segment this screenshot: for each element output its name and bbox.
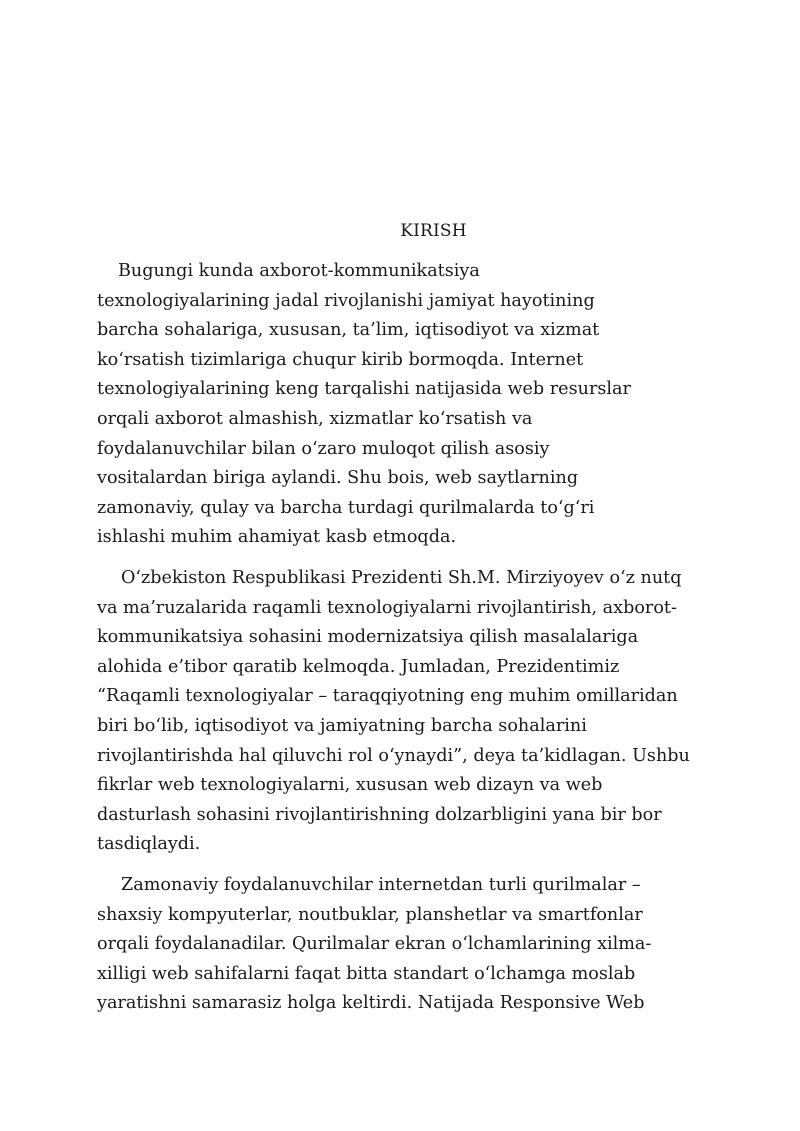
- paragraph-line: dasturlash sohasini rivojlantirishning dolzarbligini yana bir bor: [97, 804, 662, 825]
- paragraph-line: fikrlar web texnologiyalarni, xususan web dizayn va web: [97, 775, 603, 796]
- paragraph-line: va ma’ruzalarida raqamli texnologiyalarni rivojlantirish, axborot-: [97, 597, 677, 618]
- paragraph-3: [97, 871, 737, 1019]
- paragraph-2: [97, 564, 737, 860]
- paragraph-line: barcha sohalariga, xususan, ta’lim, iqtisodiyot va xizmat: [97, 320, 600, 341]
- paragraph-line: kommunikatsiya sohasini modernizatsiya qilish masalalariga: [97, 627, 639, 648]
- paragraph-line: orqali foydalanadilar. Qurilmalar ekran o‘lchamlarining xilma-: [97, 934, 652, 955]
- paragraph-line: Bugungi kunda axborot-kommunikatsiya: [118, 261, 480, 281]
- paragraph-line: texnologiyalarining jadal rivojlanishi jamiyat hayotining: [97, 290, 595, 311]
- paragraph-line: vositalardan biriga aylandi. Shu bois, web saytlarning: [97, 468, 579, 489]
- paragraph-line: alohida e’tibor qaratib kelmoqda. Jumladan, Prezidentimiz: [97, 656, 620, 677]
- paragraph-line: texnologiyalarining keng tarqalishi natijasida web resurslar: [97, 379, 631, 400]
- paragraph-line: ko‘rsatish tizimlariga chuqur kirib bormoqda. Internet: [97, 349, 584, 370]
- paragraph-line: O‘zbekiston Respublikasi Prezidenti Sh.M. Mirziyoyev o‘z nutq: [121, 568, 682, 588]
- section-heading: KIRISH: [400, 221, 467, 241]
- paragraph-line: zamonaviy, qulay va barcha turdagi qurilmalarda to‘g‘ri: [97, 497, 595, 518]
- paragraph-line: yaratishni samarasiz holga keltirdi. Natijada Responsive Web: [97, 993, 645, 1014]
- paragraph-line: Zamonaviy foydalanuvchilar internetdan turli qurilmalar –: [121, 875, 641, 895]
- paragraph-line: xilligi web sahifalarni faqat bitta standart o‘lchamga moslab: [97, 963, 636, 984]
- paragraph-line: orqali axborot almashish, xizmatlar ko‘rsatish va: [97, 408, 533, 429]
- paragraph-line: foydalanuvchilar bilan o‘zaro muloqot qilish asosiy: [97, 438, 550, 459]
- paragraph-line: biri bo‘lib, iqtisodiyot va jamiyatning barcha sohalarini: [97, 715, 587, 736]
- paragraph-1: [97, 257, 737, 553]
- paragraph-line: tasdiqlaydi.: [97, 834, 201, 855]
- paragraph-line: “Raqamli texnologiyalar – taraqqiyotning eng muhim omillaridan: [97, 686, 678, 707]
- paragraph-line: shaxsiy kompyuterlar, noutbuklar, planshetlar va smartfonlar: [97, 904, 643, 925]
- paragraph-line: rivojlantirishda hal qiluvchi rol o‘ynaydi”, deya ta’kidlagan. Ushbu: [97, 745, 690, 766]
- paragraph-line: ishlashi muhim ahamiyat kasb etmoqda.: [97, 527, 457, 548]
